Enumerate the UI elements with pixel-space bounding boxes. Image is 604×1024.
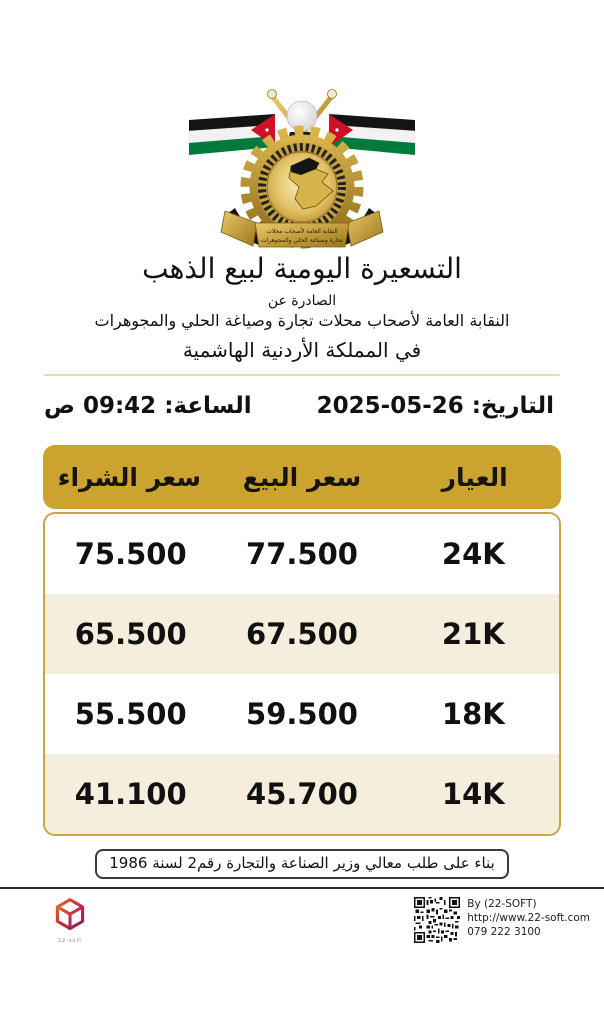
vendor-logo-caption: 22-soft <box>57 938 83 944</box>
gold-price-table <box>43 445 561 836</box>
karat-cell: 18K <box>441 697 505 731</box>
issued-by-line: الصادرة عن <box>267 293 337 309</box>
karat-cell: 21K <box>441 617 505 651</box>
column-header-buy: سعر الشراء <box>57 462 201 492</box>
time-label: الساعة: <box>164 393 252 419</box>
page-title: التسعيرة اليومية لبيع الذهب <box>142 252 462 285</box>
contact-block <box>414 897 590 943</box>
datetime-row <box>0 393 604 419</box>
note-row <box>0 849 604 879</box>
table-row-21k <box>45 594 559 674</box>
karat-cell: 14K <box>441 777 505 811</box>
sell-price-cell: 77.500 <box>246 537 358 571</box>
website-line: http://www.22-soft.com <box>467 912 590 925</box>
table-row-18k <box>45 674 559 754</box>
jordan-flag-left <box>189 114 275 155</box>
sell-price-cell: 59.500 <box>246 697 358 731</box>
sell-price-cell: 67.500 <box>246 617 358 651</box>
buy-price-cell: 55.500 <box>74 697 187 731</box>
date-value: 26-05-2025 <box>316 393 464 419</box>
footer <box>0 889 604 944</box>
date-group <box>317 393 554 419</box>
sell-price-cell: 45.700 <box>246 777 358 811</box>
buy-price-cell: 75.500 <box>74 537 187 571</box>
time-value: 09:42 ص <box>44 393 157 419</box>
union-emblem-logo <box>177 84 427 252</box>
table-body <box>43 512 561 836</box>
vendor-logo-block <box>48 897 92 944</box>
table-row-14k <box>45 754 559 834</box>
column-header-sell: سعر البيع <box>242 462 362 492</box>
cube-logo-icon <box>53 897 87 933</box>
buy-price-cell: 41.100 <box>74 777 187 811</box>
ribbon-text-line1: النقابة العامة لأصحاب محلات <box>266 228 338 235</box>
table-header <box>43 445 561 509</box>
phone-line: 079 222 3100 <box>467 926 541 939</box>
column-header-karat: العيار <box>441 462 508 492</box>
table-row-24k <box>45 514 559 594</box>
country-line: في المملكة الأردنية الهاشمية <box>182 338 422 362</box>
header-divider <box>44 374 560 376</box>
buy-price-cell: 65.500 <box>74 617 187 651</box>
date-label: التاريخ: <box>471 393 554 419</box>
maker-line: By (22-SOFT) <box>467 898 537 910</box>
qr-code <box>414 897 460 943</box>
karat-cell: 24K <box>441 537 505 571</box>
time-group <box>44 393 252 419</box>
legal-note: بناء على طلب معالي وزير الصناعة والتجارة رقم2 لسنة 1986 <box>95 849 509 879</box>
organization-line: النقابة العامة لأصحاب محلات تجارة وصياغة الحلي والمجوهرات <box>94 311 510 330</box>
ribbon-text-line2: تجارة وصياغة الحلي والمجوهرات <box>260 237 344 244</box>
contact-text <box>467 897 590 940</box>
